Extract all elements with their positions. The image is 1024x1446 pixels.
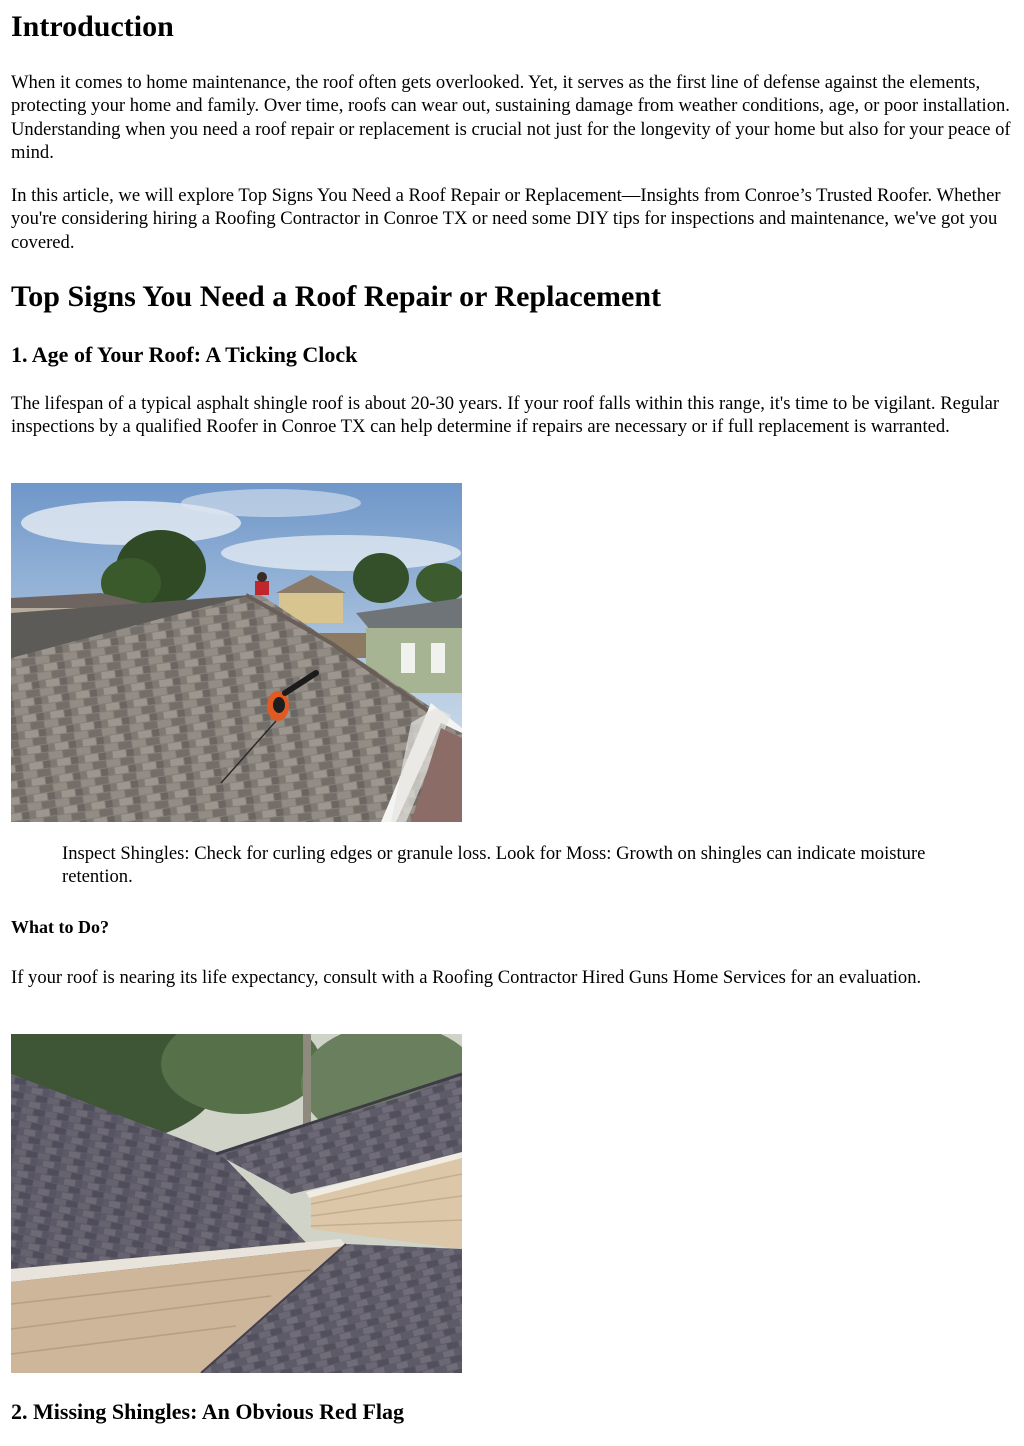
roof-shingles-photo bbox=[11, 1034, 462, 1373]
section-1-tip: Inspect Shingles: Check for curling edges or granule loss. Look for Moss: Growth on shingles can indicate moisture retention. bbox=[62, 843, 926, 888]
main-heading: Top Signs You Need a Roof Repair or Replacement bbox=[11, 280, 662, 313]
intro-paragraph-1: When it comes to home maintenance, the roof often gets overlooked. Yet, it serves as the first line of defense against the elements, protecting your home and family. Over time, roofs can wear out, sustaining damage from weather conditions, age, or poor installation. Understanding when you need a roof repair or replacement is crucial not just for the longevity of your home but also for your peace of mind. bbox=[11, 72, 1011, 163]
roof-worker-photo bbox=[11, 483, 462, 822]
what-to-do-paragraph: If your roof is nearing its life expectancy, consult with a Roofing Contractor Hired Guns Home Services for an evaluation. bbox=[11, 967, 922, 988]
what-to-do-heading: What to Do? bbox=[11, 917, 109, 937]
intro-heading: Introduction bbox=[11, 10, 174, 43]
section-2-heading: 2. Missing Shingles: An Obvious Red Flag bbox=[11, 1399, 405, 1424]
section-1-heading: 1. Age of Your Roof: A Ticking Clock bbox=[11, 342, 358, 367]
intro-paragraph-2: In this article, we will explore Top Signs You Need a Roof Repair or Replacement—Insights from Conroe’s Trusted Roofer. Whether you're considering hiring a Roofing Contractor in Conroe TX or need some DIY tips for inspections and maintenance, we've got you covered. bbox=[11, 185, 1001, 253]
section-1-paragraph: The lifespan of a typical asphalt shingle roof is about 20-30 years. If your roof falls within this range, it's time to be vigilant. Regular inspections by a qualified Roofer in Conroe TX can help determine if repairs are necessary or if full replacement is warranted. bbox=[11, 393, 1000, 438]
